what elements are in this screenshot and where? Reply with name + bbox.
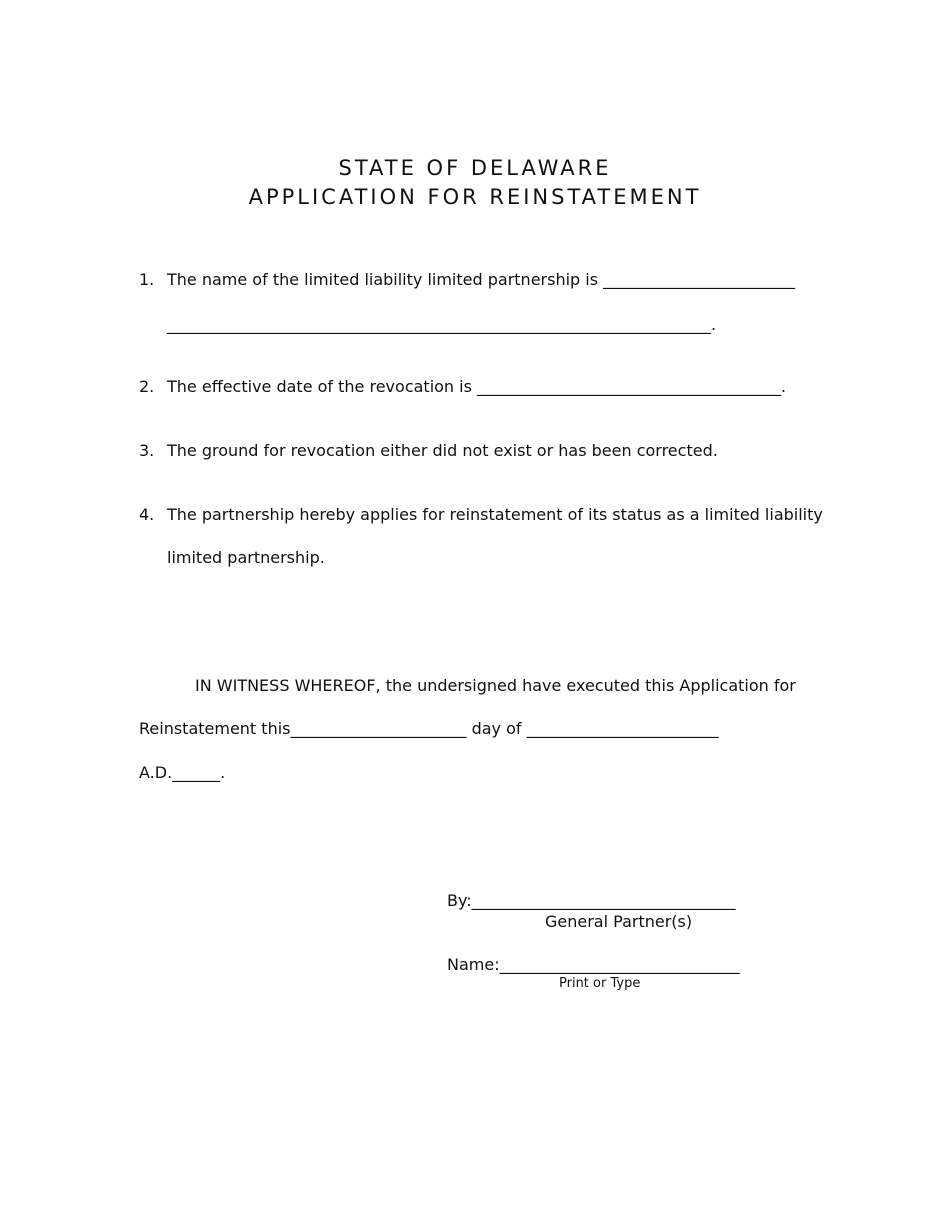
item-1-partnership-name-line[interactable]: The name of the limited liability limited partnership is ________________________: [167, 270, 796, 289]
signature-by-line[interactable]: By:_________________________________: [447, 891, 736, 910]
print-or-type-caption: Print or Type: [559, 976, 641, 991]
witness-clause-date-line[interactable]: Reinstatement this______________________ day of ________________________: [139, 719, 719, 738]
general-partner-caption: General Partner(s): [545, 912, 693, 931]
item-4-number: 4.: [139, 505, 155, 524]
document-title: [0, 154, 950, 212]
item-2-number: 2.: [139, 377, 155, 396]
item-1-partnership-name-continuation[interactable]: ____________________________________________________________________.: [167, 315, 717, 334]
signature-name-line[interactable]: Name:______________________________: [447, 955, 740, 974]
witness-clause-year-line[interactable]: A.D.______.: [139, 763, 226, 782]
title-line-state: STATE OF DELAWARE: [338, 156, 612, 180]
item-3-number: 3.: [139, 441, 155, 460]
item-3-statement: The ground for revocation either did not exist or has been corrected.: [167, 441, 718, 460]
item-4-statement-line1: The partnership hereby applies for reinstatement of its status as a limited liability: [167, 505, 823, 524]
title-line-application: APPLICATION FOR REINSTATEMENT: [248, 185, 702, 209]
witness-clause-line1: IN WITNESS WHEREOF, the undersigned have executed this Application for: [195, 676, 796, 695]
item-1-number: 1.: [139, 270, 155, 289]
item-2-revocation-date-line[interactable]: The effective date of the revocation is ______________________________________.: [167, 377, 787, 396]
item-4-statement-line2: limited partnership.: [167, 548, 325, 567]
